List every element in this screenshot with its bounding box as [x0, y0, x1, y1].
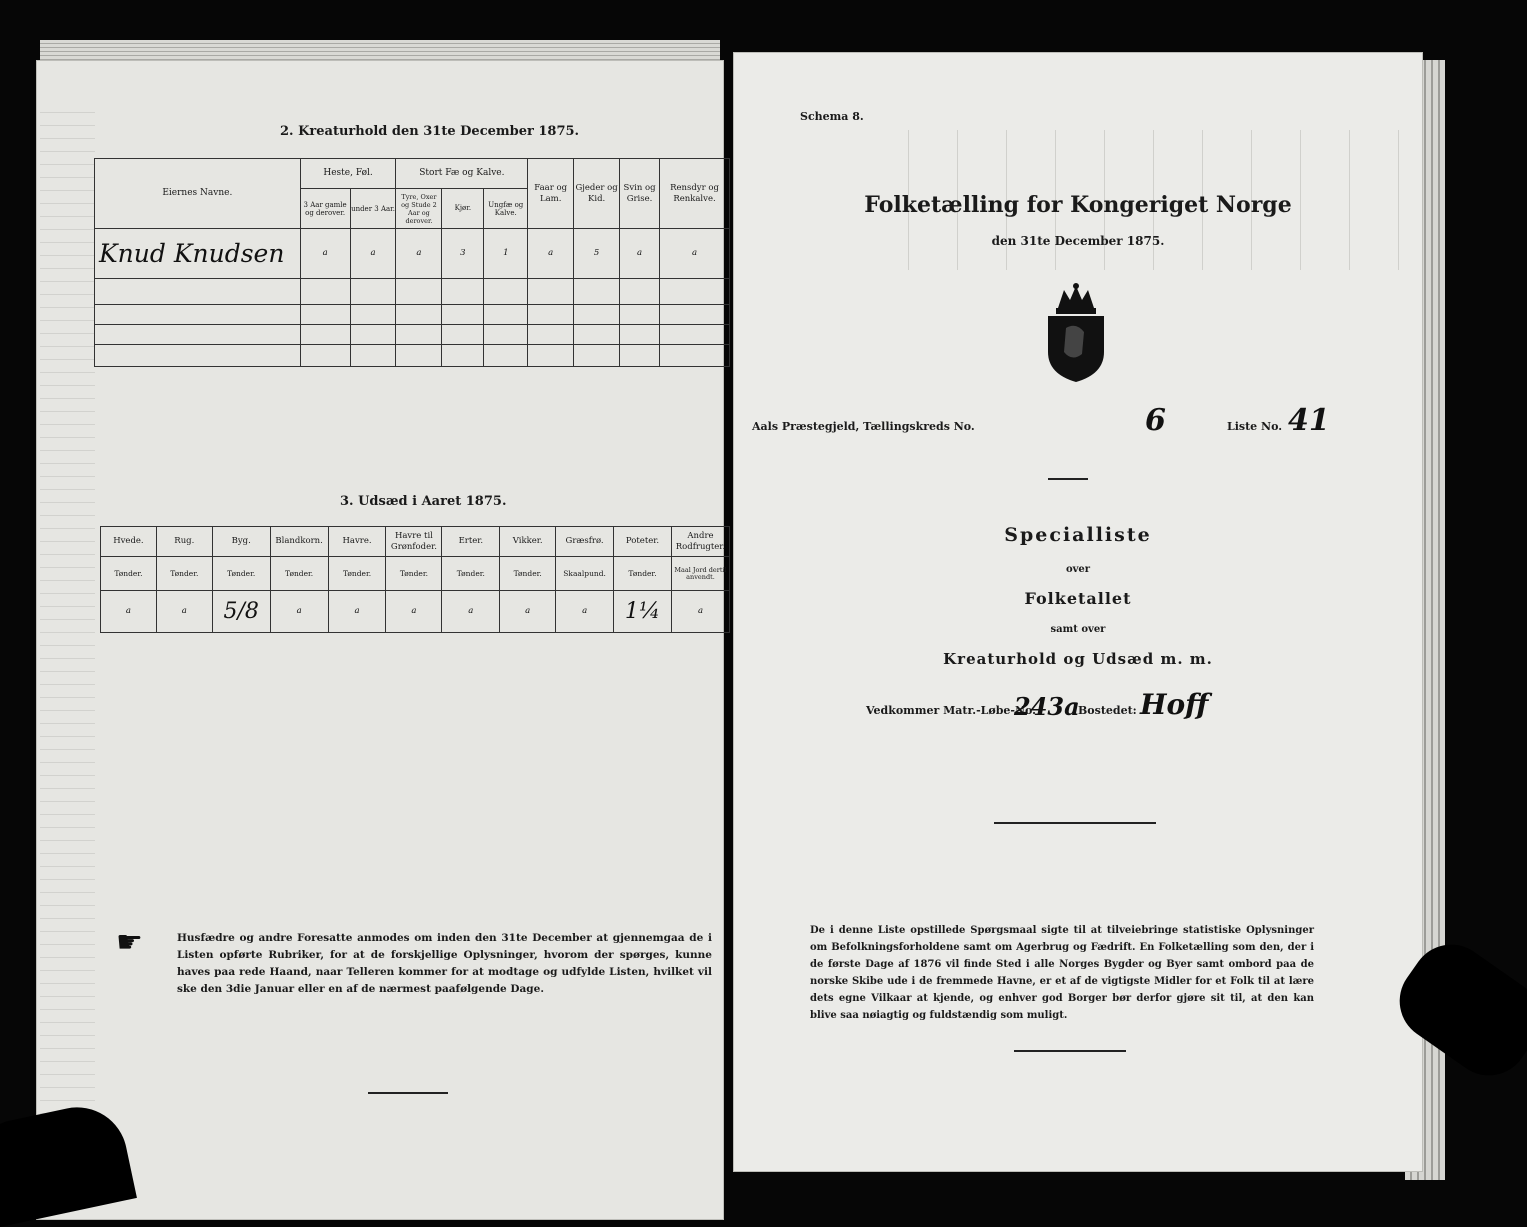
livestock-table — [94, 158, 730, 367]
householder-notice: Husfædre og andre Foresatte anmodes om inden den 31te December at gjennemgaa de i Listen opførte Rubriker, for at de forskjellige Oplysninger, hvorom der spørges, kunne haves paa rede Haand, naar Telleren kommer for at modtage og udfylde Listen, hvilket vil ske den 3die Januar eller en af de nærmest paafølgende Dage. — [177, 932, 712, 995]
seed-unit: Tønder. — [442, 557, 500, 591]
livestock-value: 1 — [484, 229, 528, 279]
bosted-label: Bostedet: — [1078, 704, 1137, 717]
table-row — [95, 345, 730, 367]
over-label: over — [1065, 564, 1091, 575]
matr-number: 243a — [1014, 692, 1080, 721]
kjor-header: Kjør. — [442, 189, 484, 229]
table-row — [95, 325, 730, 345]
kreaturhold-heading: Kreaturhold og Udsæd m. m. — [943, 650, 1213, 668]
heste-group-header: Heste, Føl. — [300, 159, 396, 189]
seed-col-header: Poteter. — [614, 527, 672, 557]
seed-value: a — [101, 591, 157, 633]
gjeder-col-header: Gjeder og Kid. — [574, 159, 620, 229]
heste-3aar-header: 3 Aar gamle og derover. — [300, 189, 350, 229]
livestock-value: a — [396, 229, 442, 279]
seed-value: a — [156, 591, 212, 633]
seed-col-header: Rug. — [156, 527, 212, 557]
matr-label: Vedkommer Matr.-Løbe-No. — [866, 704, 1036, 717]
seed-unit: Skaalpund. — [556, 557, 614, 591]
samt-over-label: samt over — [1050, 624, 1106, 635]
seed-value: a — [442, 591, 500, 633]
livestock-heading: 2. Kreaturhold den 31te December 1875. — [280, 124, 580, 139]
folketallet-heading: Folketallet — [1024, 589, 1132, 608]
seed-unit: Tønder. — [614, 557, 672, 591]
mid-rule — [994, 822, 1156, 824]
owner-col-header: Eiernes Navne. — [95, 159, 301, 229]
district-line — [752, 403, 1412, 442]
table-row — [95, 279, 730, 305]
livestock-value: a — [300, 229, 350, 279]
seed-col-header: Byg. — [212, 527, 270, 557]
svin-col-header: Svin og Grise. — [620, 159, 660, 229]
seed-unit: Tønder. — [212, 557, 270, 591]
ungfae-header: Ungfæ og Kalve. — [484, 189, 528, 229]
livestock-value: a — [660, 229, 730, 279]
tyre-header: Tyre, Oxer og Stude 2 Aar og derover. — [396, 189, 442, 229]
seed-table — [100, 526, 730, 633]
seed-col-header: Havre til Grønfoder. — [386, 527, 442, 557]
specialliste-heading: Specialliste — [1004, 524, 1152, 546]
census-date: den 31te December 1875. — [991, 234, 1165, 248]
liste-number: 41 — [1288, 403, 1330, 438]
faar-col-header: Faar og Lam. — [528, 159, 574, 229]
seed-unit: Tønder. — [101, 557, 157, 591]
seed-unit: Tønder. — [386, 557, 442, 591]
seed-heading: 3. Udsæd i Aaret 1875. — [340, 494, 507, 509]
census-footer-note: De i denne Liste opstillede Spørgsmaal sigte til at tilveiebringe statistiske Oplysninger om Befolkningsforholdene samt om Agerbrug og Fædrift. En Folketælling som den, der i de første Dage af 1876 vil finde Sted i alle Norges Bygder og Byer samt ombord paa de norske Skibe ude i de fremmede Havne, er et af de vigtigste Midler for et Folk til at lære dets egne Vilkaar at kjende, og enhver god Borger bør derfor gjøre sit til, at den kan blive saa nøiagtig og fuldstændig som muligt. — [810, 925, 1314, 1021]
seed-col-header: Hvede. — [101, 527, 157, 557]
table-row — [95, 305, 730, 325]
left-margin-bleed — [40, 100, 95, 1140]
seed-value: a — [270, 591, 328, 633]
seed-header-row — [101, 527, 730, 557]
seed-value: a — [328, 591, 386, 633]
seed-value: a — [556, 591, 614, 633]
pointing-hand-icon: ☛ — [116, 925, 143, 960]
seed-unit: Maal Jord dertil anvendt. — [671, 557, 729, 591]
kreds-number: 6 — [1145, 403, 1166, 438]
seed-value: 1¼ — [614, 591, 672, 633]
right-end-rule — [1014, 1050, 1126, 1052]
livestock-value: a — [620, 229, 660, 279]
seed-value: a — [500, 591, 556, 633]
seed-value: 5/8 — [212, 591, 270, 633]
seed-value: a — [671, 591, 729, 633]
heste-under3-header: under 3 Aar. — [350, 189, 396, 229]
bosted-value: Hoff — [1140, 688, 1209, 721]
table-row — [101, 591, 730, 633]
seed-col-header: Græsfrø. — [556, 527, 614, 557]
rensdyr-col-header: Rensdyr og Renkalve. — [660, 159, 730, 229]
seed-unit: Tønder. — [156, 557, 212, 591]
seed-col-header: Vikker. — [500, 527, 556, 557]
seed-col-header: Erter. — [442, 527, 500, 557]
livestock-value: a — [350, 229, 396, 279]
seed-unit: Tønder. — [270, 557, 328, 591]
seed-unit: Tønder. — [500, 557, 556, 591]
livestock-value: 5 — [574, 229, 620, 279]
seed-unit-row — [101, 557, 730, 591]
livestock-value: 3 — [442, 229, 484, 279]
seed-unit: Tønder. — [328, 557, 386, 591]
parish-label: Aals Præstegjeld, Tællingskreds No. — [752, 420, 975, 433]
table-row — [95, 229, 730, 279]
schema-label: Schema 8. — [800, 110, 864, 123]
liste-label: Liste No. — [1227, 420, 1283, 433]
owner-name-cell: Knud Knudsen — [95, 229, 301, 279]
storfae-group-header: Stort Fæ og Kalve. — [396, 159, 528, 189]
livestock-value: a — [528, 229, 574, 279]
divider-rule — [1048, 478, 1088, 480]
census-title: Folketælling for Kongeriget Norge — [864, 192, 1292, 218]
seed-col-header: Andre Rodfrugter. — [671, 527, 729, 557]
left-end-rule — [368, 1092, 448, 1094]
coat-of-arms-icon — [1042, 282, 1110, 384]
seed-col-header: Havre. — [328, 527, 386, 557]
seed-col-header: Blandkorn. — [270, 527, 328, 557]
matr-line — [866, 688, 1266, 728]
seed-value: a — [386, 591, 442, 633]
